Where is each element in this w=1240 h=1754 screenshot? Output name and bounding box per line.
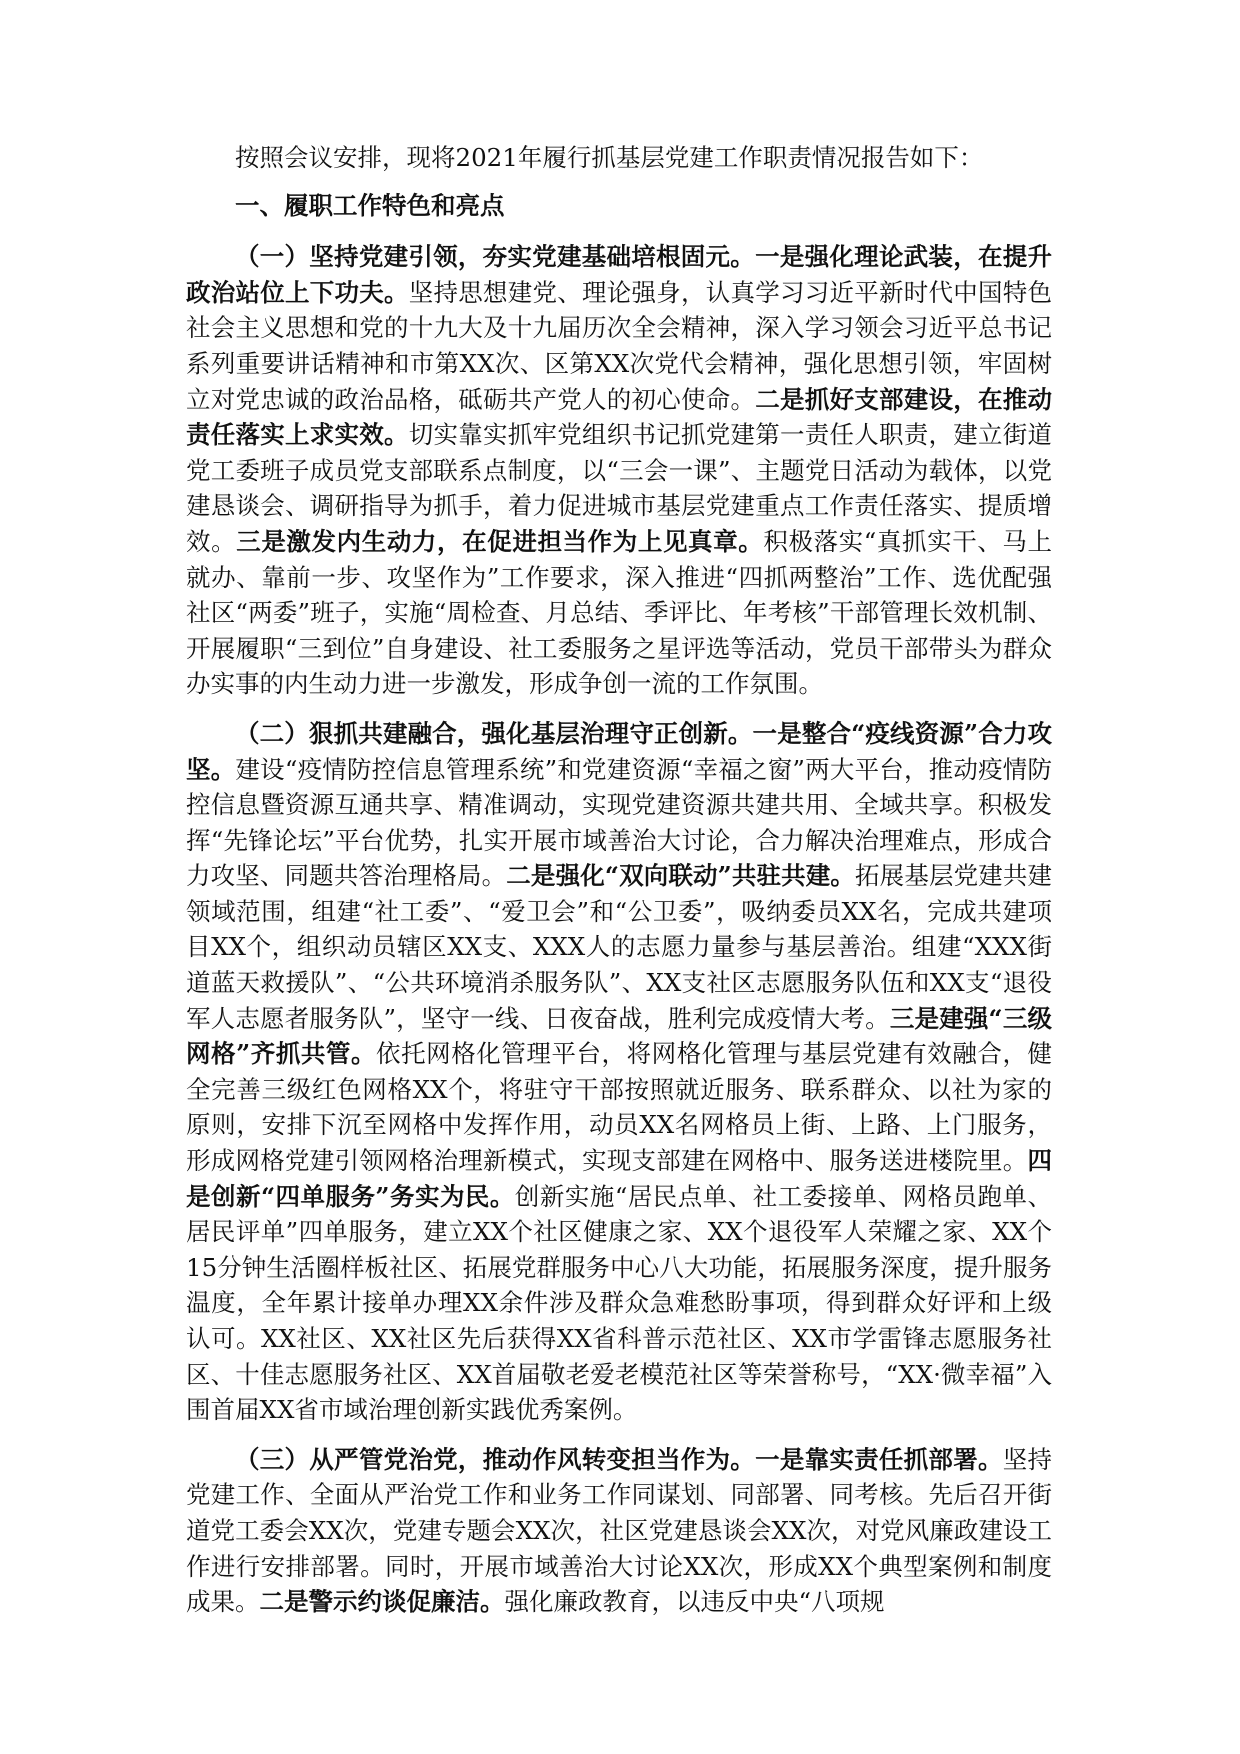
section-paragraph-1: [186, 239, 1052, 702]
bold-lead-text: 三是建强“三级网格”齐抓共管。: [186, 1003, 1052, 1069]
bold-lead-text: （三）从严管党治党，推动作风转变担当作为。一是靠实责任抓部署。: [235, 1444, 1003, 1474]
bold-lead-text: （一）坚持党建引领，夯实党建基础培根固元。一是强化理论武装，在提升政治站位上下功夫。: [186, 242, 1052, 307]
body-text: 切实靠实抓牢党组织书记抓党建第一责任人职责，建立街道党工委班子成员党支部联系点制度，以“三会一课”、主题党日活动为载体，以党建恳谈会、调研指导为抓手，着力促进城市基层党建重点工作责任落实、提质增效。: [186, 420, 1052, 556]
bold-lead-text: （二）狠抓共建融合，强化基层治理守正创新。一是整合“疫线资源”合力攻坚。: [186, 718, 1052, 784]
document-page: [186, 140, 1052, 1634]
body-text: 坚持党建工作、全面从严治党工作和业务工作同谋划、同部署、同考核。先后召开街道党工委会XX次，党建专题会XX次，社区党建恳谈会XX次，对党风廉政建设工作进行安排部署。同时，开展市域善治大讨论XX次，形成XX个典型案例和制度成果。: [186, 1444, 1052, 1617]
body-text: 坚持思想建党、理论强身，认真学习习近平新时代中国特色社会主义思想和党的十九大及十九届历次全会精神，深入学习领会习近平总书记系列重要讲话精神和市第XX次、区第XX次党代会精神，强化思想引领，牢固树立对党忠诚的政治品格，砥砺共产党人的初心使命。: [186, 277, 1052, 414]
section-heading: 一、履职工作特色和亮点: [235, 190, 505, 220]
body-text: 创新实施“居民点单、社工委接单、网格员跑单、居民评单”四单服务，建立XX个社区健康之家、XX个退役军人荣耀之家、XX个15分钟生活圈样板社区、拓展党群服务中心八大功能，拓展服务深度，提升服务温度，全年累计接单办理XX余件涉及群众急难愁盼事项，得到群众好评和上级认可。XX社区、XX社区先后获得XX省科普示范社区、XX市学雷锋志愿服务社区、十佳志愿服务社区、XX首届敬老爱老模范社区等荣誉称号，“XX·微幸福”入围首届XX省市域治理创新实践优秀案例。: [186, 1181, 1052, 1425]
bold-lead-text: 三是激发内生动力，在促进担当作为上见真章。: [236, 526, 764, 556]
intro-paragraph: 按照会议安排，现将2021年履行抓基层党建工作职责情况报告如下：: [235, 143, 984, 172]
bold-lead-text: 二是强化“双向联动”共驻共建。: [506, 861, 856, 891]
bold-lead-text: 二是警示约谈促廉洁。: [259, 1587, 505, 1617]
section-paragraph-2: [186, 716, 1052, 1428]
bold-lead-text: 二是抓好支部建设，在推动责任落实上求实效。: [186, 384, 1052, 450]
body-text: 拓展基层党建共建领域范围，组建“社工委”、“爱卫会”和“公卫委”，吸纳委员XX名，完成共建项目XX个，组织动员辖区XX支、XXX人的志愿力量参与基层善治。组建“XXX街道蓝天救援队”、“公共环境消杀服务队”、XX支社区志愿服务队伍和XX支“退役军人志愿者服务队”，坚守一线、日夜奋战，胜利完成疫情大考。: [186, 861, 1053, 1033]
bold-lead-text: 四是创新“四单服务”务实为民。: [186, 1146, 1052, 1211]
body-text: 建设“疫情防控信息管理系统”和党建资源“幸福之窗”两大平台，推动疫情防控信息暨资源互通共享、精准调动，实现党建资源共建共用、全域共享。积极发挥“先锋论坛”平台优势，扎实开展市域善治大讨论，合力解决治理难点，形成合力攻坚、同题共答治理格局。: [186, 754, 1052, 891]
section-paragraph-3: [186, 1442, 1052, 1620]
body-text: 积极落实“真抓实干、马上就办、靠前一步、攻坚作为”工作要求，深入推进“四抓两整治”工作、选优配强社区“两委”班子，实施“周检查、月总结、季评比、年考核”干部管理长效机制、开展履职“三到位”自身建设、社工委服务之星评选等活动，党员干部带头为群众办实事的内生动力进一步激发，形成争创一流的工作氛围。: [186, 526, 1053, 699]
body-text: 强化廉政教育，以违反中央“八项规: [504, 1587, 885, 1617]
body-text: 依托网格化管理平台，将网格化管理与基层党建有效融合，健全完善三级红色网格XX个，将驻守干部按照就近服务、联系群众、以社为家的原则，安排下沉至网格中发挥作用，动员XX名网格员上街、上路、上门服务，形成网格党建引领网格治理新模式，实现支部建在网格中、服务送进楼院里。: [186, 1039, 1053, 1176]
